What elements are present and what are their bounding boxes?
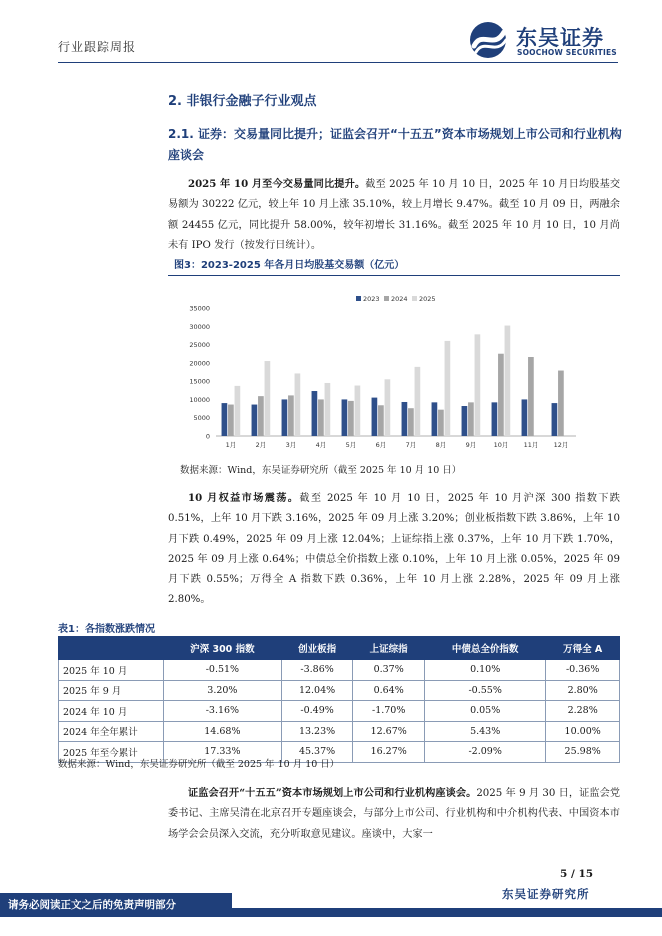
table-row — [59, 660, 620, 681]
bar-2024-1 — [228, 405, 234, 436]
x-tick-label: 3月 — [285, 441, 297, 449]
brand-logo — [468, 20, 628, 62]
figure-title: 图3：2023-2025 年各月日均股基交易额（亿元） — [168, 258, 620, 276]
bar-2024-4 — [318, 399, 324, 436]
table-cell: -0.55% — [424, 680, 545, 701]
x-tick-label: 12月 — [553, 441, 569, 449]
table-cell: 45.37% — [281, 742, 353, 763]
paragraph-body: 截至 2025 年 10 月 10 日，2025 年 10 月日均股基交易额为 30222 亿元，较上年 10 月上涨 35.10%，较上月增长 9.47%。截至 10 月 09 日，两融余额 24455 亿元，同比提升 58.00%，较年初增长 31.16%。截至 2025 年 10 月 10 日，10 月尚未有 IPO 发行（按发行日统计）。 — [168, 179, 621, 251]
table-header-row — [59, 637, 620, 660]
x-tick-label: 1月 — [225, 441, 237, 449]
bar-2023-11 — [522, 399, 528, 436]
bar-2025-3 — [295, 373, 301, 436]
bar-2024-2 — [258, 396, 264, 436]
section-heading: 2. 非银行金融子行业观点 — [168, 94, 317, 109]
legend-swatch-2023 — [356, 296, 361, 301]
table-header-cell — [59, 637, 164, 660]
brand-name-cn: 东吴证券 — [516, 26, 604, 50]
bar-2023-12 — [552, 403, 558, 436]
table-source: 数据来源：Wind，东吴证券研究所（截至 2025 年 10 月 10 日） — [58, 759, 340, 770]
index-performance-table — [58, 636, 620, 763]
table-cell: 0.64% — [353, 680, 425, 701]
table-cell: -0.51% — [164, 660, 282, 681]
table-cell: 3.20% — [164, 680, 282, 701]
y-tick-label: 0 — [205, 432, 210, 441]
table-cell: 2024 年全年累计 — [59, 721, 164, 742]
y-tick-label: 35000 — [189, 304, 210, 313]
table-cell: -3.86% — [281, 660, 353, 681]
table-title: 表1：各指数涨跌情况 — [58, 624, 155, 635]
bar-2025-9 — [475, 334, 481, 436]
soochow-logo-icon — [468, 20, 512, 60]
y-tick-label: 15000 — [189, 377, 210, 386]
bar-2023-8 — [432, 402, 438, 436]
paragraph-body: 2025 年 9 月 30 日，证监会党委书记、主席吴清在北京召开专题座谈会，与部分上市公司、行业机构和中介机构代表、中国资本市场学会会员深入交流，充分听取意见建议。座谈中，大家一 — [168, 788, 621, 840]
y-tick-label: 10000 — [189, 395, 210, 404]
table-cell: 12.04% — [281, 680, 353, 701]
bar-2023-9 — [462, 406, 468, 436]
bar-2023-4 — [312, 391, 318, 436]
table-header-cell: 中债总全价指数 — [424, 637, 545, 660]
bar-2025-7 — [415, 367, 421, 436]
table-cell: 0.10% — [424, 660, 545, 681]
x-tick-label: 2月 — [255, 441, 267, 449]
brand-name-en: SOOCHOW SECURITIES — [517, 48, 617, 57]
x-tick-label: 4月 — [315, 441, 327, 449]
table-cell: -0.36% — [546, 660, 620, 681]
table-cell: 17.33% — [164, 742, 282, 763]
y-tick-label: 25000 — [189, 341, 210, 350]
table-cell: 12.67% — [353, 721, 425, 742]
table-cell: -3.16% — [164, 701, 282, 722]
header-divider — [58, 62, 618, 63]
x-tick-label: 11月 — [523, 441, 539, 449]
table-cell: 13.23% — [281, 721, 353, 742]
table-cell: 2025 年 9 月 — [59, 680, 164, 701]
x-tick-label: 7月 — [405, 441, 417, 449]
table-cell: 0.05% — [424, 701, 545, 722]
bar-2025-6 — [385, 379, 391, 436]
bar-2024-9 — [468, 402, 474, 436]
table-cell: -2.09% — [424, 742, 545, 763]
table-row — [59, 680, 620, 701]
table-header-cell: 上证综指 — [353, 637, 425, 660]
y-tick-label: 20000 — [189, 359, 210, 368]
table-row — [59, 721, 620, 742]
bar-2024-12 — [558, 371, 564, 436]
subsection-heading: 2.1. 证券：交易量同比提升；证监会召开“十五五”资本市场规划上市公司和行业机构座谈会 — [168, 127, 622, 162]
paragraph-csrc-meeting — [168, 783, 620, 845]
disclaimer-banner: 请务必阅读正文之后的免责声明部分 — [0, 893, 232, 917]
legend-swatch-2025 — [412, 296, 417, 301]
paragraph-lead: 2025 年 10 月至今交易量同比提升。 — [188, 178, 366, 190]
legend-label-2024: 2024 — [391, 295, 408, 303]
paragraph-trading-volume — [168, 174, 620, 256]
table-cell: 14.68% — [164, 721, 282, 742]
table-cell: 10.00% — [546, 721, 620, 742]
table-cell: 5.43% — [424, 721, 545, 742]
table-cell: -1.70% — [353, 701, 425, 722]
bar-2023-7 — [402, 402, 408, 436]
table-cell: 2.80% — [546, 680, 620, 701]
bar-2023-1 — [222, 403, 228, 436]
x-tick-label: 10月 — [493, 441, 509, 449]
bar-2024-8 — [438, 410, 444, 436]
bar-2024-10 — [498, 354, 504, 436]
bar-2023-3 — [282, 399, 288, 436]
page-number: 5 / 15 — [560, 868, 594, 880]
x-tick-label: 5月 — [345, 441, 357, 449]
monthly-turnover-chart — [168, 282, 620, 458]
bar-2023-5 — [342, 399, 348, 436]
report-type: 行业跟踪周报 — [58, 40, 137, 54]
paragraph-lead: 证监会召开“十五五”资本市场规划上市公司和行业机构座谈会。 — [188, 787, 477, 799]
bar-2024-5 — [348, 401, 354, 436]
table-cell: 2.28% — [546, 701, 620, 722]
bar-2023-10 — [492, 402, 498, 436]
bar-2023-6 — [372, 398, 378, 436]
bar-2024-7 — [408, 408, 414, 436]
bar-2024-11 — [528, 357, 534, 436]
bar-2024-3 — [288, 395, 294, 436]
table-cell: 25.98% — [546, 742, 620, 763]
bar-2025-4 — [325, 383, 331, 436]
legend-label-2025: 2025 — [419, 295, 436, 303]
table-cell: 0.37% — [353, 660, 425, 681]
paragraph-lead: 10 月权益市场震荡。 — [188, 492, 300, 504]
y-tick-label: 30000 — [189, 322, 210, 331]
table-cell: 2025 年至今累计 — [59, 742, 164, 763]
paragraph-body: 截至 2025 年 10 月 10 日，2025 年 10 月沪深 300 指数下跌 0.51%，上年 10 月下跌 3.16%，2025 年 09 月上涨 3.20%；创业板指数下跌 3.86%，上年 10 月下跌 0.49%，2025 年 09 月上涨 12.04%；上证综指上涨 0.37%，上年 10 月下跌 1.70%，2025 年 09 月上涨 0.64%；中债总全价指数上涨 0.10%，上年 10 月上涨 0.05%，2025 年 09 月下跌 0.55%；万得全 A 指数下跌 0.36%，上年 10 月上涨 2.28%，2025 年 09 月上涨 2.80%。 — [168, 493, 620, 606]
x-tick-label: 9月 — [465, 441, 477, 449]
table-header-cell: 沪深 300 指数 — [164, 637, 282, 660]
bar-2025-1 — [235, 386, 241, 436]
table-cell: 16.27% — [353, 742, 425, 763]
figure-source: 数据来源：Wind，东吴证券研究所（截至 2025 年 10 月 10 日） — [180, 465, 462, 476]
table-cell: -0.49% — [281, 701, 353, 722]
y-tick-label: 5000 — [193, 414, 210, 423]
paragraph-equity-market — [168, 488, 620, 611]
bar-2025-10 — [505, 326, 511, 436]
legend-label-2023: 2023 — [363, 295, 380, 303]
table-cell: 2025 年 10 月 — [59, 660, 164, 681]
bar-2025-5 — [355, 386, 361, 436]
legend-swatch-2024 — [384, 296, 389, 301]
x-tick-label: 6月 — [375, 441, 387, 449]
bar-2025-8 — [445, 341, 451, 436]
table-header-cell: 创业板指 — [281, 637, 353, 660]
bar-2023-2 — [252, 405, 258, 436]
footer-bar — [232, 908, 662, 917]
bar-2025-2 — [265, 361, 271, 436]
bar-2024-6 — [378, 405, 384, 436]
footer-org: 东吴证券研究所 — [502, 887, 590, 901]
table-row — [59, 701, 620, 722]
table-cell: 2024 年 10 月 — [59, 701, 164, 722]
table-header-cell: 万得全 A — [546, 637, 620, 660]
x-tick-label: 8月 — [435, 441, 447, 449]
